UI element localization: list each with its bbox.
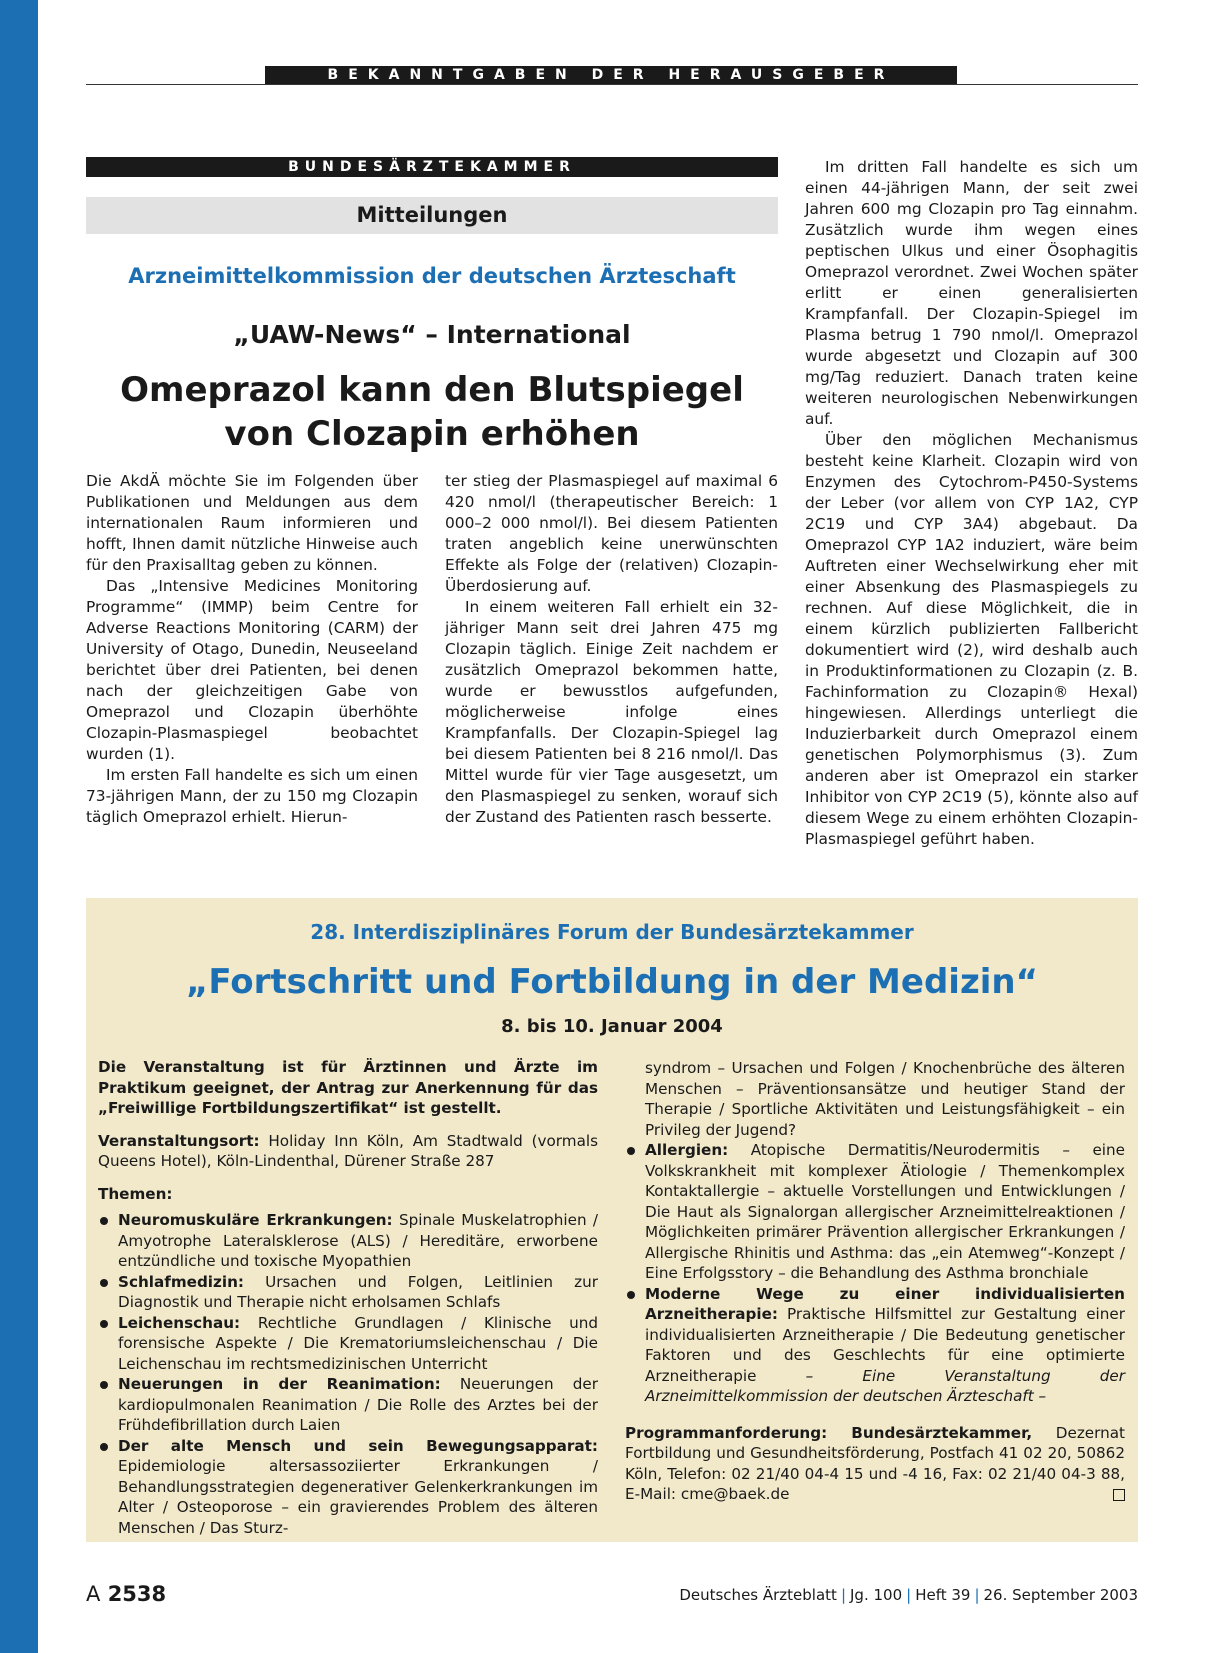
theme-item [98,1374,598,1436]
forum-venue [98,1131,598,1172]
journal-issue: Heft 39 [915,1586,971,1604]
theme-title: Leichenschau: [118,1313,241,1332]
article-paragraph: Im ersten Fall handelte es sich um einen 73-jährigen Mann, der zu 150 mg Clozapin täglich Omeprazol erhielt. Hierun- [86,766,418,826]
theme-text: Epidemiologie altersassoziierter Erkrankungen / Behandlungsstrategien degenerativer Gelenkerkrankungen im Alter / Osteoporose – ein gravierendes Problem des älteren Menschen / Das Sturz- [118,1457,598,1537]
organizer-note: – Eine Veranstaltung der Arzneimittelkommission der deutschen Ärzteschaft – [645,1366,1126,1405]
article-paragraph: Die AkdÄ möchte Sie im Folgenden über Publikationen und Meldungen aus dem internationalen Raum informieren und hofft, Ihnen damit nützliche Hinweise auch für den Praxisalltag geben zu können. [86,472,418,574]
theme-item [98,1436,598,1539]
headline-line-2: von Clozapin erhöhen [224,414,640,454]
article-paragraph: Im dritten Fall handelte es sich um einen 44-jährigen Mann, der seit zwei Jahren 600 mg Clozapin pro Tag einnahm. Zusätzlich wurde ihm wegen eines peptischen Ulkus und einer Ösophagitis Omeprazol verordnet. Zwei Wochen später erlitt er einen generalisierten Krampfanfall. Der Clozapin-Spiegel im Plasma betrug 1 790 nmol/l. Omeprazol wurde abgesetzt und Clozapin auf 300 mg/Tag reduziert. Danach traten keine weiteren neurologischen Nebenwirkungen auf. [805,158,1138,428]
request-label: Programmanforderung: Bundesärztekammer, [625,1423,1033,1442]
theme-text: Neuerungen der kardiopulmonalen Reanimation / Die Rolle des Arztes bei der Frühdefibrillation durch Laien [118,1375,598,1434]
theme-item [625,1140,1125,1284]
article-headline [86,368,778,456]
venue-text: Holiday Inn Köln, Am Stadtwald (vormals Queens Hotel), Köln-Lindenthal, Dürener Straße 287 [98,1131,599,1170]
article-column-3 [805,157,1138,850]
forum-intro: Die Veranstaltung ist für Ärztinnen und Ärzte im Praktikum geeignet, der Antrag zur Anerkennung für das „Freiwillige Fortbildungszertifikat“ ist gestellt. [98,1058,598,1117]
forum-title: 28. Interdisziplinäres Forum der Bundesärztekammer [310,920,914,944]
program-request [625,1423,1125,1505]
themes-list-continued [625,1140,1125,1407]
footer-citation: Deutsches Ärzteblatt | Jg. 100 | Heft 39 | 26. September 2003 [679,1586,1138,1604]
section-label: BEKANNTGABEN DER HERAUSGEBER [265,66,957,85]
themes-list [98,1210,598,1538]
section-title: Mitteilungen [86,197,778,234]
theme-continuation: syndrom – Ursachen und Folgen / Knochenbrüche des älteren Menschen – Präventionsansätze und heutiger Stand der Therapie / Sportliche Aktivitäten und Leistungsfähigkeit – ein Privileg der Jugend? [645,1059,1125,1139]
article-paragraph: ter stieg der Plasmaspiegel auf maximal 6 420 nmol/l (therapeutischer Bereich: 1 000–2 000 nmol/l). Bei diesem Patienten traten angeblich keine unerwünschten Effekte als Folge der (relativen) Clozapin-Überdosierung auf. [445,472,778,595]
theme-title: Schlafmedizin: [118,1272,244,1291]
theme-title: Moderne Wege zu einer individualisierten Arzneitherapie: [645,1284,1125,1323]
article-paragraph: In einem weiteren Fall erhielt ein 32-jähriger Mann seit drei Jahren 475 mg Clozapin täglich. Einige Zeit nachdem er zusätzlich Omeprazol bekommen hatte, wurde er bewusstlos aufgefunden, möglicherweise infolge eines Krampfanfalls. Der Clozapin-Spiegel lag bei diesem Patienten bei 8 216 nmol/l. Das Mittel wurde für vier Tage ausgesetzt, um den Plasmaspiegel zu senken, worauf sich der Zustand des Patienten rasch besserte. [445,598,778,826]
venue-label: Veranstaltungsort: [98,1131,260,1150]
journal-volume: Jg. 100 [850,1586,903,1604]
theme-item [98,1210,598,1272]
forum-column-2 [625,1058,1125,1505]
end-mark-icon [1113,1489,1125,1501]
theme-text: Spinale Muskelatrophien / Amyotrophe Lateralsklerose (ALS) / Hereditäre, erworbene entzündliche und toxische Myopathien [118,1211,599,1270]
theme-item [625,1284,1125,1407]
theme-text: Rechtliche Grundlagen / Klinische und forensische Aspekte / Die Krematoriumsleichenschau / Die Leichenschau im rechtsmedizinischen Unterricht [118,1313,599,1373]
article-kicker: „UAW-News“ – International [233,320,631,349]
theme-title: Der alte Mensch und sein Bewegungsapparat: [118,1436,598,1455]
article-column-2 [445,471,778,828]
theme-text: Atopische Dermatitis/Neurodermitis – eine Volkskrankheit mit komplexer Ätiologie / Themenkomplex Kontaktallergie – aktuelle Vorstellungen und Entwicklungen / Die Haut als Signalorgan allergischer Arzneimittelreaktionen / Möglichkeiten primärer Prävention allergischer Erkrankungen / Allergische Rhinitis und Asthma: das „ein Atemweg“-Konzept / Eine Erfolgsstory – die Behandlung des Asthma bronchiale [645,1141,1126,1282]
forum-date: 8. bis 10. Januar 2004 [501,1016,723,1037]
theme-text: Ursachen und Folgen, Leitlinien zur Diagnostik und Therapie nicht erholsamen Schlafs [118,1272,598,1311]
theme-title: Allergien: [645,1141,729,1159]
header-rule [86,84,1138,85]
organization-bar: BUNDESÄRZTEKAMMER [86,157,778,177]
theme-item [98,1313,598,1375]
theme-text: Praktische Hilfsmittel zur Gestaltung einer individualisierten Arzneitherapie / Die Bedeutung genetischer Faktoren und des Geschlechts für eine optimierte Arzneitherapie [645,1305,1125,1385]
commission-title: Arzneimittelkommission der deutschen Ärzteschaft [128,264,736,288]
left-accent-bar [0,0,38,1653]
article-paragraph: Über den möglichen Mechanismus besteht keine Klarheit. Clozapin wird von Enzymen des Cytochrom-P450-Systems der Leber (vor allem von CYP 1A2, CYP 2C19 und CYP 3A4) abgebaut. Da Omeprazol CYP 1A2 induziert, wäre beim Auftreten einer Wechselwirkung eher mit einer Absenkung des Plasmaspiegels zu rechnen. Auf diese Möglichkeit, die in einem kürzlich publizierten Fallbericht dokumentiert wird (2), wird deshalb auch in Produktinformationen zu Clozapin (z. B. Fachinformation zu Clozapin® Hexal) hingewiesen. Allerdings unterliegt die Induzierbarkeit durch Omeprazol einem genetischen Polymorphismus (3). Zum anderen aber ist Omeprazol ein starker Inhibitor von CYP 2C19 (5), könnte also auf diesem Wege zu einem erhöhten Clozapin-Plasmaspiegel geführt haben. [805,431,1138,848]
headline-line-1: Omeprazol kann den Blutspiegel [120,370,744,410]
page-number-value: 2538 [107,1582,167,1606]
article-column-1 [86,471,418,828]
theme-item [98,1272,598,1313]
article-paragraph: Das „Intensive Medicines Monitoring Programme“ (IMMP) beim Centre for Adverse Reactions Monitoring (CARM) der University of Otago, Dunedin, Neuseeland berichtet über drei Patienten, bei denen nach der gleichzeitigen Gabe von Omeprazol und Clozapin überhöhte Clozapin-Plasmaspiegel beobachtet wurden (1). [86,577,418,763]
theme-title: Neuerungen in der Reanimation: [118,1375,441,1393]
request-text: Dezernat Fortbildung und Gesundheitsförderung, Postfach 41 02 20, 50862 Köln, Telefon: 02 21/40 04-4 15 und -4 16, Fax: 02 21/40 04-3 88, E-Mail: cme@baek.de [625,1423,1125,1503]
forum-headline: „Fortschritt und Fortbildung in der Medizin“ [186,962,1038,1002]
forum-column-1 [98,1057,598,1538]
page-prefix: A [86,1582,101,1606]
journal-name: Deutsches Ärzteblatt [679,1586,837,1604]
theme-title: Neuromuskuläre Erkrankungen: [118,1211,393,1229]
themes-label: Themen: [98,1184,173,1203]
journal-date: 26. September 2003 [983,1586,1138,1604]
page-number [86,1582,166,1606]
